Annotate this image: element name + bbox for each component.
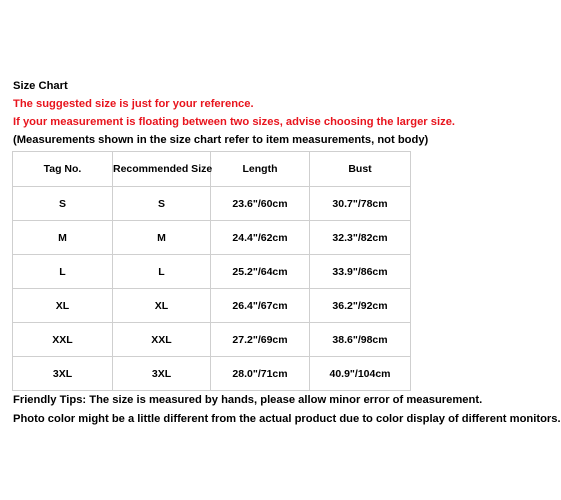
cell-bust: 32.3"/82cm [310,221,411,255]
header-recommended-size: Recommended Size [113,152,211,187]
table-row [13,357,411,391]
cell-bust: 30.7"/78cm [310,187,411,221]
cell-recommended-size: L [113,255,211,289]
cell-tag-no: 3XL [13,357,113,391]
cell-tag-no: XXL [13,323,113,357]
header-bust: Bust [310,152,411,187]
cell-length: 25.2"/64cm [211,255,310,289]
cell-recommended-size: M [113,221,211,255]
cell-length: 24.4"/62cm [211,221,310,255]
table-row [13,187,411,221]
cell-bust: 33.9"/86cm [310,255,411,289]
table-row [13,323,411,357]
cell-length: 23.6"/60cm [211,187,310,221]
sizing-advice-note: If your measurement is floating between two sizes, advise choosing the larger size. [13,116,456,128]
measurement-note: (Measurements shown in the size chart refer to item measurements, not body) [13,134,429,146]
cell-bust: 40.9"/104cm [310,357,411,391]
header-tag-no: Tag No. [13,152,113,187]
header-length: Length [211,152,310,187]
size-chart-table [12,151,411,391]
cell-length: 26.4"/67cm [211,289,310,323]
cell-tag-no: M [13,221,113,255]
color-disclaimer: Photo color might be a little different from the actual product due to color display of different monitors. [13,413,561,425]
cell-recommended-size: S [113,187,211,221]
table-row [13,221,411,255]
cell-length: 28.0"/71cm [211,357,310,391]
table-header-row [13,152,411,187]
reference-note: The suggested size is just for your reference. [13,98,254,110]
cell-recommended-size: XL [113,289,211,323]
cell-tag-no: S [13,187,113,221]
table-row [13,255,411,289]
cell-bust: 38.6"/98cm [310,323,411,357]
cell-tag-no: XL [13,289,113,323]
cell-recommended-size: XXL [113,323,211,357]
cell-bust: 36.2"/92cm [310,289,411,323]
table-row [13,289,411,323]
cell-recommended-size: 3XL [113,357,211,391]
cell-tag-no: L [13,255,113,289]
page-title: Size Chart [13,80,68,92]
cell-length: 27.2"/69cm [211,323,310,357]
friendly-tip: Friendly Tips: The size is measured by hands, please allow minor error of measurement. [13,394,483,406]
